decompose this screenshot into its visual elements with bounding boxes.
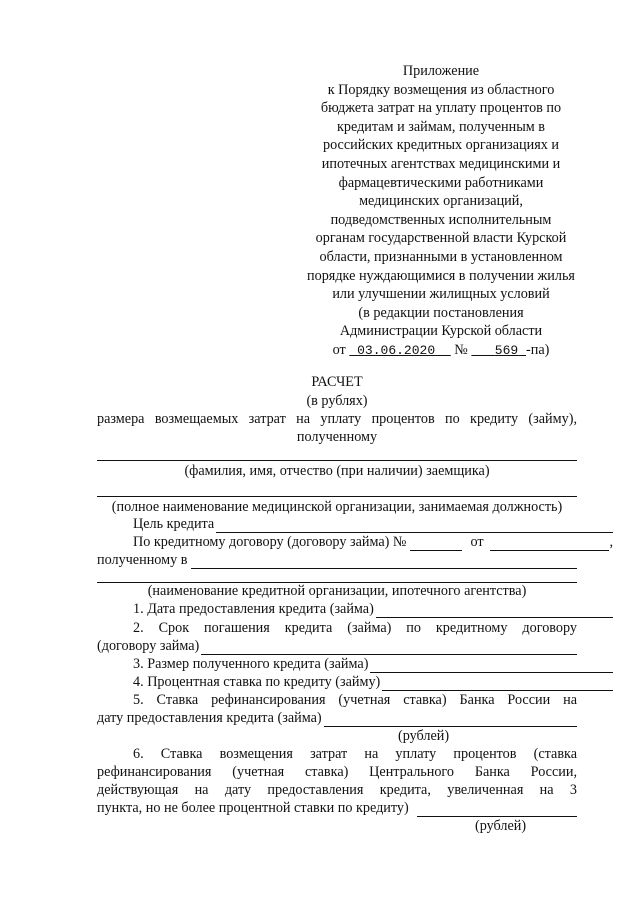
received-label: полученному в — [97, 552, 188, 568]
item-2-line-1: 2. Срок погашения кредита (займа) по кредитному договору — [133, 620, 577, 636]
item-6-label: пункта, но не более процентной ставки по кредиту) — [97, 800, 409, 816]
item-6-field[interactable] — [417, 804, 577, 817]
purpose-field[interactable] — [216, 520, 613, 533]
document-title: РАСЧЕТ — [311, 374, 363, 390]
appendix-date-line — [296, 341, 586, 361]
purpose-row — [97, 516, 613, 533]
appendix-line: бюджета затрат на уплату процентов по — [320, 100, 562, 117]
item-6-line-1: 6. Ставка возмещения затрат на уплату процентов (ставка — [133, 746, 577, 762]
resolution-date: 03.06.2020 — [357, 342, 436, 358]
item-2-label: (договору займа) — [97, 638, 200, 654]
contract-date-field[interactable] — [490, 538, 610, 551]
number-suffix: -па) — [526, 341, 550, 358]
item-4-row — [97, 674, 613, 691]
item-2-field[interactable] — [201, 642, 577, 655]
ot-label: от — [332, 341, 346, 358]
title-line-2: полученному — [296, 429, 378, 445]
title-units: (в рублях) — [306, 393, 368, 409]
lender-name-field[interactable] — [97, 566, 577, 583]
organization-caption: (полное наименование медицинской организации, занимаемая должность) — [111, 499, 563, 515]
appendix-line: российских кредитных организациях и — [323, 137, 559, 154]
item-6-line-2: рефинансирования (учетная ставка) Центрального Банка России, — [97, 764, 577, 780]
item-4-label: 4. Процентная ставка по кредиту (займу) — [133, 674, 381, 690]
lender-caption: (наименование кредитной организации, ипотечного агентства) — [147, 583, 527, 599]
contract-comma: , — [609, 534, 613, 550]
item-3-field[interactable] — [370, 660, 613, 673]
number-label: № — [454, 341, 468, 358]
appendix-line: Администрации Курской области — [339, 323, 543, 340]
appendix-line: (в редакции постановления — [358, 304, 524, 321]
appendix-header — [296, 62, 586, 361]
item-6-row — [97, 800, 577, 817]
item-5-line-1: 5. Ставка рефинансирования (учетная ставка) Банка России на — [133, 692, 577, 708]
title-line-1: размера возмещаемых затрат на уплату процентов по кредиту (займу), — [97, 411, 577, 427]
item-5-row — [97, 710, 577, 727]
contract-row — [97, 534, 613, 551]
item-3-label: 3. Размер полученного кредита (займа) — [133, 656, 369, 672]
resolution-number: 569 — [494, 342, 519, 358]
contract-number-field[interactable] — [410, 538, 462, 551]
item-1-row — [97, 601, 613, 618]
contract-label: По кредитному договору (договору займа) № — [133, 534, 407, 550]
item-2-row — [97, 638, 577, 655]
appendix-line: медицинских организаций, — [359, 193, 523, 210]
appendix-line: кредитам и займам, полученным в — [336, 118, 546, 135]
appendix-line: области, признанными в установленном — [319, 248, 563, 265]
borrower-name-field[interactable] — [97, 444, 577, 461]
appendix-line: порядке нуждающимися в получении жилья — [307, 267, 575, 284]
appendix-line: к Порядку возмещения из областного — [327, 81, 555, 98]
organization-field[interactable] — [97, 480, 577, 497]
item-5-units: (рублей) — [398, 728, 450, 744]
purpose-label: Цель кредита — [133, 516, 215, 532]
item-6-units: (рублей) — [475, 818, 527, 834]
appendix-line: или улучшении жилищных условий — [332, 286, 550, 303]
item-1-label: 1. Дата предоставления кредита (займа) — [133, 601, 374, 617]
appendix-line: органам государственной власти Курской — [315, 230, 567, 247]
appendix-line: фармацевтическими работниками — [338, 174, 544, 191]
item-5-label: дату предоставления кредита (займа) — [97, 710, 322, 726]
appendix-line: ипотечных агентствах медицинскими и — [321, 155, 561, 172]
item-3-row — [97, 656, 613, 673]
contract-from-label: от — [470, 534, 484, 550]
borrower-caption: (фамилия, имя, отчество (при наличии) заемщика) — [184, 463, 490, 479]
appendix-line: Приложение — [402, 63, 480, 79]
item-5-field[interactable] — [324, 714, 577, 727]
item-6-line-3: действующая на дату предоставления кредита, увеличенная на 3 — [97, 782, 577, 798]
item-4-field[interactable] — [382, 678, 613, 691]
appendix-line: подведомственных исполнительным — [330, 211, 552, 228]
item-1-field[interactable] — [376, 605, 613, 618]
